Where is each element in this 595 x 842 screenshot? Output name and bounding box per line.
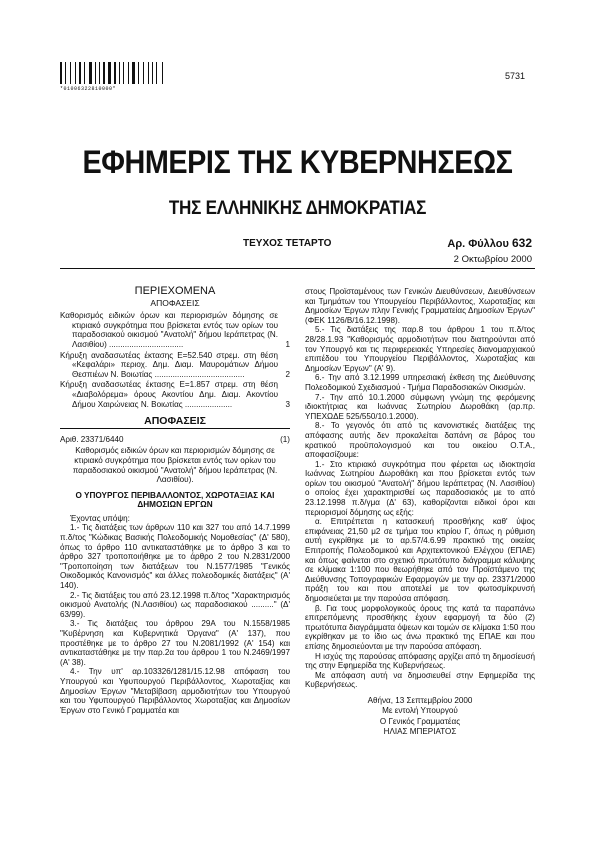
issue-date: 2 Οκτωβρίου 2000 — [453, 254, 532, 265]
signature-name: ΗΛΙΑΣ ΜΠΕΡΙΑΤΟΣ — [383, 727, 457, 737]
paragraph: στους Προϊσταμένους των Γενικών Διευθύνσεων, Διευθύνσεων και Τμημάτων του Υπουργείου Περιβάλλοντος, Χωροταξίας και Δημοσίων Έργων πλην Γενικής Γραμματείας Δημοσίων Έργων" (ΦΕΚ 1126/Β/16.12.1998). — [305, 287, 535, 325]
sheet-number — [447, 236, 532, 250]
header-divider — [60, 268, 535, 269]
toc-item-page: 1 — [285, 339, 290, 349]
left-column — [60, 287, 290, 715]
issue-label: ΤΕΥΧΟΣ ΤΕΤΑΡΤΟ — [243, 238, 332, 249]
toc-item-page: 3 — [285, 399, 290, 409]
paragraph: Η ισχύς της παρούσας απόφασης αρχίζει από τη δημοσίευσή της στην Εφημερίδα της Κυβερνήσεως. — [305, 651, 535, 671]
signature-line-2: Ο Γενικός Γραμματέας — [379, 716, 461, 726]
toc-item-page: 2 — [285, 369, 290, 379]
toc-item-text: Καθορισμός ειδικών όρων και περιορισμών δόμησης σε κτιριακό συγκρότημα που βρίσκεται εντός των ορίων του παραδοσιακού οικισμού "Ανατολή" δήμου Ιεράπετρας (Ν. Λασιθίου) ................................. — [60, 311, 278, 349]
page-number: 5731 — [505, 71, 526, 81]
decision-number-line — [60, 435, 290, 445]
right-column — [305, 287, 535, 738]
decision-ref: (1) — [280, 434, 290, 444]
paragraph: Με απόφαση αυτή να δημοσιευθεί στην Εφημερίδα της Κυβερνήσεως. — [305, 670, 535, 690]
toc-heading: ΠΕΡΙΕΧΟΜΕΝΑ — [134, 285, 216, 297]
toc-item[interactable] — [60, 351, 290, 380]
paragraph: 3.- Τις διατάξεις του άρθρου 29Α του Ν.1558/1985 "Κυβέρνηση και Κυβερνητικά Όργανα" (Α' 137), που προστέθηκε με το άρθρο 27 του Ν.2081/1992 (Α' 154) και αντικαταστάθηκε με την παρ.2α του άρθρου 1 του Ν.2469/1997 (Α' 38). — [60, 619, 290, 667]
paragraph: 6.- Την από 3.12.1999 υπηρεσιακή έκθεση της Διεύθυνσης Πολεοδομικού Σχεδιασμού - Τμήμα Παραδοσιακών Οικισμών. — [305, 373, 535, 392]
signature-line-1: Με εντολή Υπουργού — [382, 706, 458, 716]
paragraph: 1.- Τις διατάξεις των άρθρων 110 και 327 του από 14.7.1999 π.δ/τος "Κώδικας Βασικής Πολεοδομικής Νομοθεσίας" (Δ' 580), όπως το άρθρο 110 αντικαταστάθηκε με το άρθρο 3 και το άρθρο 327 τροποποιήθηκε με το άρθρο 2 του Ν.2831/2000 "Τροποποίηση των διατάξεων του Ν.1577/1985 "Γενικός Οικοδομικός Κανονισμός" και άλλες πολεοδομικές διατάξεις" (Α' 140). — [60, 523, 290, 591]
paragraph: 7.- Την από 10.1.2000 σύμφωνη γνώμη της φερόμενης ιδιοκτήτριας και Ιωάννας Σωτηρίου Δωροθάκη (αρ.πρ. ΥΠΕΧΩΔΕ 525/550/10.1.2000). — [305, 392, 535, 421]
paragraph: β. Για τους μορφολογικούς όρους της κατά τα παραπάνω επιτρεπόμενης προσθήκης έχουν εφαρμογή τα δύο (2) πρωτότυπα διαγράμματα όψεων και τομών σε κλίμακα 1:50 που εγκρίθηκαν με το ίδιο ως άνω πρακτικό της ΕΠΑΕ και που επίσης δημοσιεύονται με την παρούσα απόφαση. — [305, 603, 535, 651]
sheet-number-value: 632 — [511, 236, 532, 250]
toc-item-text: Κήρυξη αναδασωτέας έκτασης Ε=1.857 στρεμ. στη θέση «Διαβολόρεμα» όρους Ακοντίου Δημ. Διαμ. Ακοντίου Δήμου Χαιρώνειας Ν. Βοιωτίας ..................... — [60, 380, 278, 409]
signature-place-date: Αθήνα, 13 Σεπτεμβρίου 2000 — [367, 695, 473, 705]
decision-number: Αριθ. 23371/6440 — [60, 434, 124, 444]
paragraph: 1.- Στο κτιριακό συγκρότημα που φέρεται ως ιδιοκτησία Ιωάννας Σωτηρίου Δωροθάκη και που βρίσκεται εντός των ορίων του οικισμού "Ανατολή" δήμου Ιεράπετρας (Ν. Λασιθίου) ο οποίος έχει χαρακτηρισθεί ως παραδοσιακός με το από 23.12.1998 π.δ/γμα (Δ' 63), καθορίζονται ειδικοί όροι και περιορισμοί δόμησης ως εξής: — [305, 459, 535, 517]
sheet-label: Αρ. Φύλλου — [447, 238, 509, 250]
gazette-subtitle: ΤΗΣ ΕΛΛΗΝΙΚΗΣ ΔΗΜΟΚΡΑΤΙΑΣ — [168, 198, 427, 219]
barcode-number: *01006322810000* — [60, 86, 117, 92]
decisions-heading: ΑΠΟΦΑΣΕΙΣ — [60, 417, 290, 429]
toc-item-text: Κήρυξη αναδασωτέας έκτασης Ε=52.540 στρεμ. στη θέση «Κεφαλάρι» περιοχ. Δημ. Διαμ. Μαυρομάτιων Δήμου Θεσπιέων Ν. Βοιωτίας ........................................ — [60, 350, 278, 379]
paragraph: α. Επιτρέπεται η κατασκευή προσθήκης καθ' ύψος επιφάνειας 21,50 μ2 σε τμήμα του κτιρίου Γ, όπως η ρύθμιση αυτή εγκρίθηκε με το αρ.57/4.6.99 πρακτικό της οικείας Επιτροπής Πολεοδομικού και Αρχιτεκτονικού Ελέγχου (ΕΠΑΕ) και όπως φαίνεται στο σχετικό πρωτότυπο διάγραμμα κάλυψης σε κλίμακα 1:100 που θεωρήθηκε από τον Προϊστάμενο της Διεύθυνσης Τοπογραφικών Εφαρμογών με την αρ. 23371/2000 πράξη του και που αποτελεί με τον φωτοσμίκρυνσή δημοσιεύεται με την παρούσα απόφαση. — [305, 517, 535, 603]
authority-heading: Ο ΥΠΟΥΡΓΟΣ ΠΕΡΙΒΑΛΛΟΝΤΟΣ, ΧΩΡΟΤΑΞΙΑΣ ΚΑΙ ΔΗΜΟΣΙΩΝ ΕΡΓΩΝ — [75, 490, 275, 510]
considering-label: Έχοντας υπόψη: — [70, 513, 130, 523]
toc-list — [60, 311, 290, 409]
toc-subheading: ΑΠΟΦΑΣΕΙΣ — [150, 297, 200, 308]
barcode — [60, 62, 166, 84]
toc-item[interactable] — [60, 311, 290, 349]
gazette-title: ΕΦΗΜΕΡΙΣ ΤΗΣ ΚΥΒΕΡΝΗΣΕΩΣ — [82, 144, 513, 180]
paragraph: 5.- Τις διατάξεις της παρ.8 του άρθρου 1 του π.δ/τος 28/28.1.93 "Καθορισμός αρμοδιοτήτων που διατηρούνται από τον Υπουργό και τις περιφερειακές Υπηρεσίες διανομαρχιακού επιπέδου του Υπουργείου Περιβάλλοντος, Χωροταξίας και Δημοσίων Έργων" (Α' 9). — [305, 325, 535, 373]
paragraph: 8.- Το γεγονός ότι από τις κανονιστικές διατάξεις της απόφασης αυτής δεν προκαλείται δαπάνη σε βάρος του κρατικού προϋπολογισμού και του οικείου Ο.Τ.Α., αποφασίζουμε: — [305, 421, 535, 460]
signature-block — [305, 696, 535, 738]
paragraph: 2.- Τις διατάξεις του από 23.12.1998 π.δ/τος "Χαρακτηρισμός οικισμού Ανατολής (Ν.Λασιθίου) ως παραδοσιακού .........." (Δ' 63/99). — [60, 590, 290, 619]
toc-item[interactable] — [60, 380, 290, 409]
decision-summary: Καθορισμός ειδικών όρων και περιορισμών δόμησης σε κτιριακό συγκρότημα που βρίσκεται εντός των ορίων του παραδοσιακού οικισμού "Ανατολή" δήμου Ιεράπετρας (Ν. Λασιθίου). — [72, 446, 278, 485]
paragraph: 4.- Την υπ' αρ.103326/1281/15.12.98 απόφαση του Υπουργού και Υφυπουργού Περιβάλλοντος, Χωροταξίας και Δημοσίων Έργων "Μεταβίβαση αρμοδιοτήτων του Υπουργού και του Υφυπουργού Περιβάλλοντος Χωροταξίας και Δημοσίων Έργων στο Γενικό Γραμματέα και — [60, 667, 290, 715]
